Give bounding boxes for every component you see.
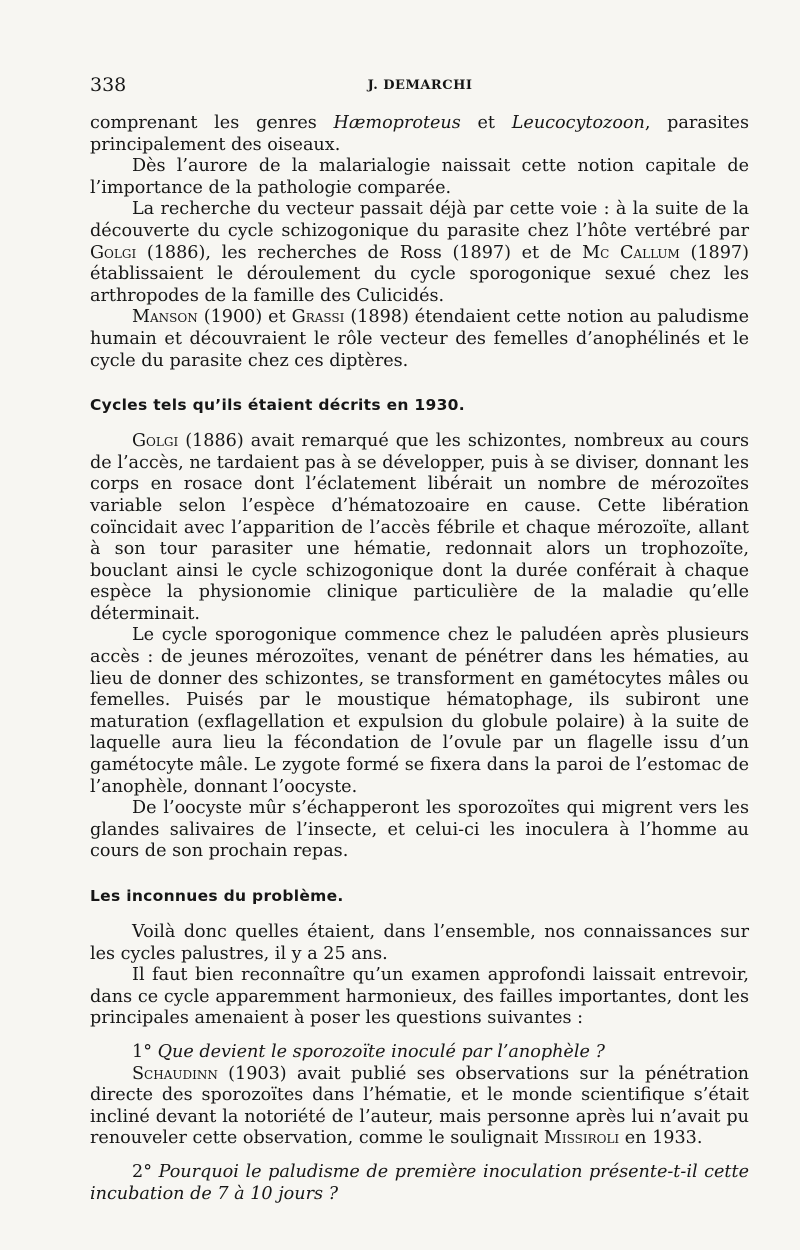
text-run: (1898) étendaient cette notion au paludisme humain et découvraient le rôle vecteur des femelles d’anophélinés et le cycle du parasite chez ces diptères. xyxy=(90,307,749,371)
paragraph xyxy=(90,431,749,625)
text-run: (1886) avait remarqué que les schizontes, nombreux au cours de l’accès, ne tardaient pas à se développer, puis à se diviser, donnant les corps en rosace dont l’éclatement libérait un nombre de mérozoïtes variable selon l’espèce d’hématozoaire en cause. Cette libération coïncidait avec l’apparition de l’accès fébrile et chaque mérozoïte, allant à son tour parasiter une hématie, redonnait alors un trophozoïte, bouclant ainsi le cycle schizogonique dont la durée conférait à chaque espèce la physionomie clinique particulière de la maladie qu’elle déterminait. xyxy=(90,431,749,624)
italic-text: Que devient le sporozoïte inoculé par l’anophèle ? xyxy=(157,1041,605,1062)
text-run: , parasites principalement des oiseaux. xyxy=(90,113,749,155)
author-name: Mc Callum xyxy=(582,242,680,263)
paragraph xyxy=(90,156,749,199)
author-name: Golgi xyxy=(132,431,179,452)
paragraph xyxy=(90,1042,749,1064)
text-run: De l’oocyste mûr s’échapperont les sporozoïtes qui migrent vers les glandes salivaires de l’insecte, et celui-ci les inoculera à l’homme au cours de son prochain repas. xyxy=(90,798,749,862)
text-run: (1897) établissaient le déroulement du cycle sporogonique sexué chez les arthropodes de la famille des Culicidés. xyxy=(90,242,749,306)
running-header xyxy=(90,74,750,98)
text-run: La recherche du vecteur passait déjà par cette voie : à la suite de la découverte du cycle schizogonique du parasite chez l’hôte vertébré par xyxy=(90,199,749,241)
text-run: (1897) et de xyxy=(441,242,583,263)
page-number: 338 xyxy=(90,74,127,96)
text-run: et xyxy=(460,113,512,133)
paragraph xyxy=(90,965,749,1030)
paragraph xyxy=(90,798,749,863)
paragraph xyxy=(90,307,749,372)
author-name: Missiroli xyxy=(543,1128,620,1149)
paragraph xyxy=(90,922,749,965)
article-body xyxy=(90,113,749,1205)
italic-text: Pourquoi le paludisme de première inoculation présente-t-il cette incubation de 7 à 10 jours ? xyxy=(90,1161,749,1204)
author-name: Golgi xyxy=(90,242,137,263)
text-run: 2° xyxy=(132,1161,159,1182)
text-run: (1900) et xyxy=(197,307,292,328)
text-run: Il faut bien reconnaître qu’un examen approfondi laissait entrevoir, dans ce cycle apparemment harmonieux, des failles importantes, dont les principales amenaient à poser les questions suivantes : xyxy=(90,965,749,1029)
text-run: Dès l’aurore de la malarialogie naissait cette notion capitale de l’importance de la pathologie comparée. xyxy=(90,156,749,198)
text-run: Voilà donc quelles étaient, dans l’ensemble, nos connaissances sur les cycles palustres, il y a 25 ans. xyxy=(90,922,749,964)
italic-text: Leucocytozoon xyxy=(511,113,645,133)
author-name: Manson xyxy=(132,307,198,328)
author-name: Schaudinn xyxy=(132,1063,218,1084)
paragraph xyxy=(90,113,749,156)
text-run: en 1933. xyxy=(619,1128,703,1149)
text-run: 1° xyxy=(132,1041,158,1062)
text-run: comprenant les genres xyxy=(90,113,334,133)
section-heading: Les inconnues du problème. xyxy=(90,887,344,905)
italic-text: Hæmoproteus xyxy=(333,113,461,133)
paragraph xyxy=(90,1064,749,1150)
author-name: Grassi xyxy=(291,307,345,328)
text-run: (1886), les recherches de xyxy=(136,242,400,263)
text-run: Le cycle sporogonique commence chez le paludéen après plusieurs accès : de jeunes mérozoïtes, venant de pénétrer dans les hématies, au lieu de donner des schizontes, se transforment en gamétocytes mâles ou femelles. Puisés par le moustique hématophage, ils subiront une maturation (exflagellation et expulsion du globule polaire) à la suite de laquelle aura lieu la fécondation de l’ovule par un flagelle issu d’un gamétocyte mâle. Le zygote formé se fixera dans la paroi de l’estomac de l’anophèle, donnant l’oocyste. xyxy=(90,625,749,797)
paragraph xyxy=(90,1162,749,1205)
text-run: Ross xyxy=(399,242,442,263)
running-title: J. DEMARCHI xyxy=(367,78,473,93)
text-run: (1903) avait publié ses observations sur la pénétration directe des sporozoïtes dans l’hématie, et le monde scientifique s’était incliné devant la notoriété de l’auteur, mais personne après lui n’avait pu renouveler cette observation, comme le soulignait xyxy=(90,1063,749,1149)
section-heading: Cycles tels qu’ils étaient décrits en 1930. xyxy=(90,396,465,415)
paragraph xyxy=(90,625,749,798)
paragraph xyxy=(90,199,749,307)
